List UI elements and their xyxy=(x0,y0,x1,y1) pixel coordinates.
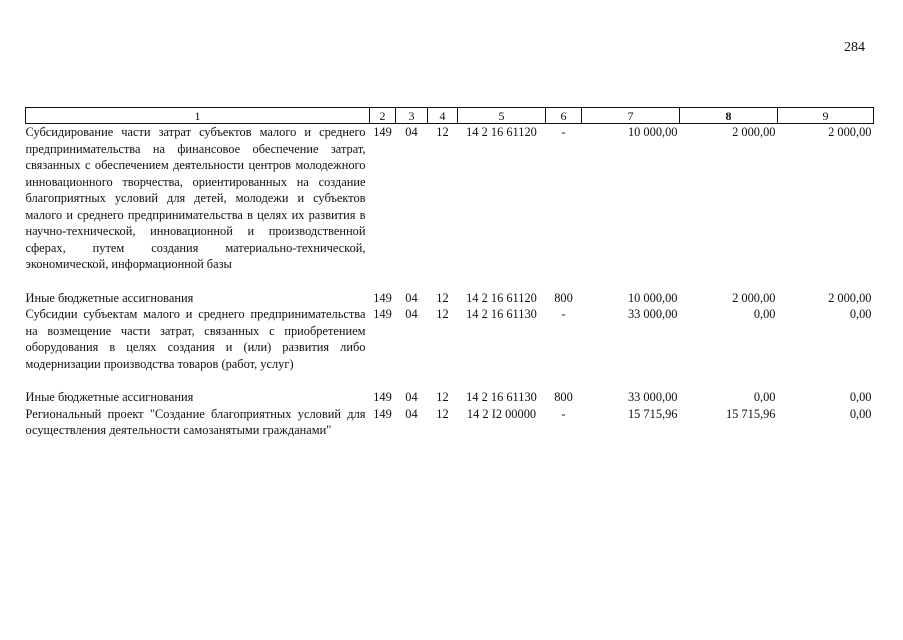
row-amount-col9: 0,00 xyxy=(849,406,872,421)
column-number-header xyxy=(26,108,874,124)
row-name: Иные бюджетные ассигнования xyxy=(25,390,194,404)
row-ministry-code: 149 xyxy=(373,307,392,321)
row-amount-col9: 0,00 xyxy=(849,390,872,404)
row-expense-type: - xyxy=(561,406,566,421)
table-row xyxy=(26,406,874,439)
row-subsection: 12 xyxy=(436,290,449,305)
row-section: 04 xyxy=(405,390,418,404)
row-target-article: 14 2 16 61130 xyxy=(466,390,537,404)
header-col-2: 2 xyxy=(370,108,396,124)
budget-table xyxy=(25,107,874,439)
row-amount-col7: 15 715,96 xyxy=(627,406,678,421)
row-expense-type: 800 xyxy=(554,290,573,305)
row-expense-type: - xyxy=(561,125,566,139)
row-amount-col7: 10 000,00 xyxy=(627,290,678,305)
row-expense-type: - xyxy=(561,307,566,321)
row-target-article: 14 2 16 61120 xyxy=(466,290,537,305)
row-subsection: 12 xyxy=(436,390,449,404)
table-row xyxy=(26,290,874,307)
header-col-4: 4 xyxy=(428,108,458,124)
header-col-3: 3 xyxy=(396,108,428,124)
row-amount-col7: 33 000,00 xyxy=(627,390,678,404)
row-target-article: 14 2 16 61120 xyxy=(466,125,537,139)
row-amount-col9: 0,00 xyxy=(849,307,872,321)
header-col-7: 7 xyxy=(582,108,680,124)
row-amount-col8: 2 000,00 xyxy=(732,290,776,305)
row-expense-type: 800 xyxy=(554,390,573,404)
row-subsection: 12 xyxy=(436,406,449,421)
row-section: 04 xyxy=(405,125,418,139)
row-ministry-code: 149 xyxy=(373,125,392,139)
row-amount-col7: 33 000,00 xyxy=(627,307,678,321)
row-subsection: 12 xyxy=(436,125,449,139)
row-amount-col8: 0,00 xyxy=(753,307,776,321)
header-col-6: 6 xyxy=(546,108,582,124)
row-name: Иные бюджетные ассигнования xyxy=(25,290,194,305)
table-row xyxy=(26,306,874,389)
row-name: Региональный проект "Создание благоприятных условий для осуществления деятельности самозанятыми гражданами" xyxy=(25,406,366,437)
row-amount-col8: 2 000,00 xyxy=(732,125,776,139)
row-amount-col7: 10 000,00 xyxy=(627,125,678,139)
row-amount-col9: 2 000,00 xyxy=(828,290,872,305)
page-number: 284 xyxy=(844,40,865,55)
table-row xyxy=(26,124,874,290)
row-amount-col8: 15 715,96 xyxy=(725,406,776,421)
row-section: 04 xyxy=(405,406,418,421)
row-ministry-code: 149 xyxy=(373,290,392,305)
row-ministry-code: 149 xyxy=(373,406,392,421)
header-col-1: 1 xyxy=(26,108,370,124)
header-col-5: 5 xyxy=(458,108,546,124)
table-row xyxy=(26,389,874,406)
row-target-article: 14 2 I2 00000 xyxy=(466,406,537,421)
row-ministry-code: 149 xyxy=(373,390,392,404)
row-section: 04 xyxy=(405,290,418,305)
row-amount-col8: 0,00 xyxy=(753,390,776,404)
row-name: Субсидирование части затрат субъектов малого и среднего предпринимательства на финансовое обеспечение затрат, связанных с обеспечением деятельности центров молодежного инновационного творчества, ориентированных на создание благоприятных условий для детей, молодежи и субъектов малого и среднего предпринимательства в целях их развития в научно-технической, инновационной и производственной сферах, путем создания материально-технической, экономической, информационной базы xyxy=(25,125,366,271)
row-name: Субсидии субъектам малого и среднего предпринимательства на возмещение части затрат, связанных с приобретением оборудования в целях создания и (или) развития либо модернизации производства товаров (работ, услуг) xyxy=(25,307,366,371)
row-subsection: 12 xyxy=(436,307,449,321)
header-col-9: 9 xyxy=(778,108,874,124)
header-col-8: 8 xyxy=(680,108,778,124)
row-target-article: 14 2 16 61130 xyxy=(466,307,537,321)
row-amount-col9: 2 000,00 xyxy=(828,125,872,139)
row-section: 04 xyxy=(405,307,418,321)
